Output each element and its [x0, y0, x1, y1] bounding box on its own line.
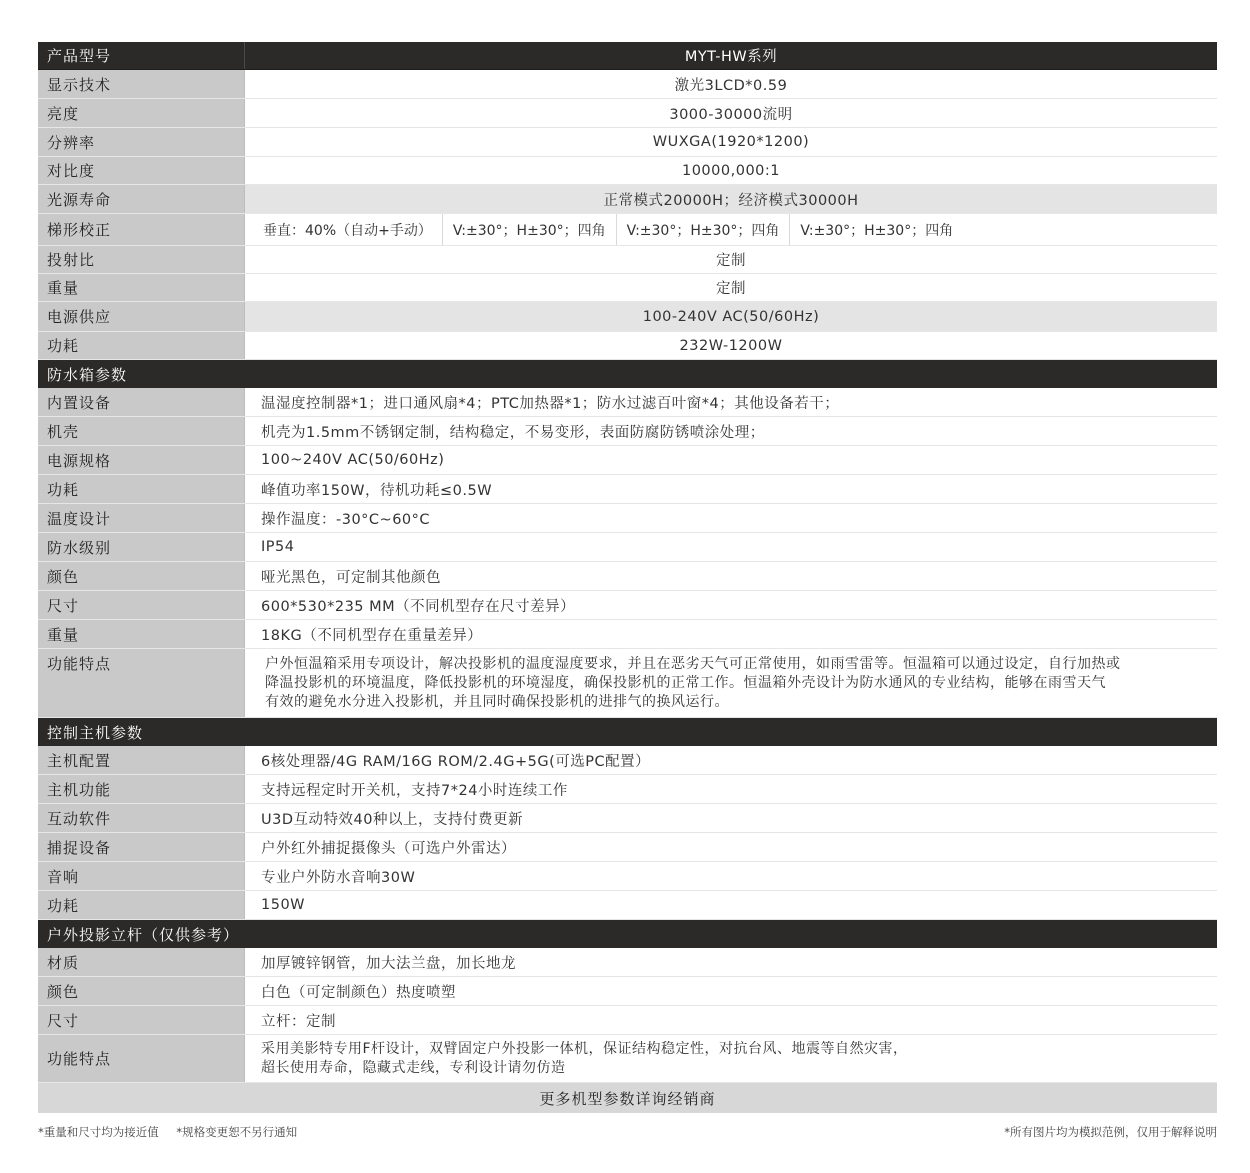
row-label: 投射比: [38, 246, 245, 273]
section-header-pole: 户外投影立杆（仅供参考）: [38, 920, 1217, 948]
footnotes-left: [38, 1124, 311, 1140]
row-value: 激光3LCD*0.59: [674, 77, 788, 94]
row-label: 尺寸: [38, 1006, 245, 1034]
feature-line: 有效的避免水分进入投影机，并且同时确保投影机的进排气的换风运行。: [265, 693, 729, 710]
row-value: 150W: [261, 897, 306, 913]
spec-row: [38, 862, 1217, 891]
row-label: 内置设备: [38, 388, 245, 416]
spec-row: [38, 1006, 1217, 1035]
row-label: 对比度: [38, 157, 245, 184]
row-value: 232W-1200W: [679, 337, 783, 354]
keystone-cell: V:±30°；H±30°；四角: [800, 222, 954, 239]
spec-row: [38, 246, 1217, 274]
keystone-cells: [245, 214, 1217, 245]
row-value: U3D互动特效40种以上，支持付费更新: [261, 811, 523, 828]
feature-text: [245, 649, 1217, 717]
row-label: 电源规格: [38, 446, 245, 474]
note-images: *所有图片均为模拟范例，仅用于解释说明: [1004, 1125, 1217, 1139]
spec-row: [38, 562, 1217, 591]
row-label: 电源供应: [38, 302, 245, 331]
row-label: 显示技术: [38, 70, 245, 98]
row-label: 机壳: [38, 417, 245, 445]
keystone-cell: 垂直：40%（自动+手动）: [253, 214, 443, 245]
row-value: 100-240V AC(50/60Hz): [245, 302, 1217, 331]
spec-row: [38, 70, 1217, 99]
section-header-box: 防水箱参数: [38, 360, 1217, 388]
spec-row: [38, 157, 1217, 185]
note-approximate: *重量和尺寸均为接近值: [38, 1125, 159, 1139]
row-label: 分辨率: [38, 128, 245, 156]
section-header-host: 控制主机参数: [38, 718, 1217, 746]
spec-row: [38, 804, 1217, 833]
row-value: 10000,000:1: [681, 162, 781, 179]
row-label: 功耗: [38, 475, 245, 503]
spec-sheet: [38, 42, 1217, 1113]
keystone-cell: V:±30°；H±30°；四角: [617, 214, 791, 245]
spec-row: [38, 746, 1217, 775]
feature-line: 降温投影机的环境温度，降低投影机的环境湿度，确保投影机的正常工作。恒温箱外壳设计为防水通风的专业结构，能够在雨雪天气: [265, 674, 1106, 691]
row-value: 定制: [716, 253, 746, 269]
row-value: 100~240V AC(50/60Hz): [261, 452, 445, 468]
spec-row: [38, 533, 1217, 562]
spec-row: [38, 591, 1217, 620]
row-value: IP54: [261, 539, 295, 555]
row-label: 温度设计: [38, 504, 245, 532]
feature-text: [245, 1035, 1217, 1082]
spec-row: [38, 891, 1217, 920]
row-value: 支持远程定时开关机，支持7*24小时连续工作: [261, 782, 568, 799]
feature-row: [38, 1035, 1217, 1083]
row-value: 600*530*235 MM（不同机型存在尺寸差异）: [261, 598, 576, 615]
spec-row: [38, 185, 1217, 214]
row-value: 机壳为1.5mm不锈钢定制，结构稳定，不易变形，表面防腐防锈喷涂处理；: [261, 424, 765, 441]
row-label: 颜色: [38, 977, 245, 1005]
row-label: 亮度: [38, 99, 245, 127]
keystone-cell: V:±30°；H±30°；四角: [443, 214, 617, 245]
row-label: 捕捉设备: [38, 833, 245, 861]
row-label: 音响: [38, 862, 245, 890]
row-label: 功能特点: [38, 1035, 245, 1082]
row-value: 正常模式20000H；经济模式30000H: [245, 185, 1217, 213]
row-label: 光源寿命: [38, 185, 245, 213]
row-label: 防水级别: [38, 533, 245, 561]
row-value: 白色（可定制颜色）热度喷塑: [261, 984, 456, 1001]
row-value: 18KG（不同机型存在重量差异）: [261, 627, 483, 644]
footnotes: [38, 1124, 1217, 1140]
feature-line: 采用美影特专用F杆设计，双臂固定户外投影一体机，保证结构稳定性，对抗台风、地震等自然灾害，: [261, 1040, 908, 1057]
row-label: 互动软件: [38, 804, 245, 832]
row-value: 专业户外防水音响30W: [261, 869, 416, 886]
spec-row: [38, 833, 1217, 862]
spec-row: [38, 775, 1217, 804]
spec-row: [38, 417, 1217, 446]
note-spec-change: *规格变更恕不另行通知: [176, 1125, 298, 1139]
row-label: 功耗: [38, 332, 245, 359]
row-label: 颜色: [38, 562, 245, 590]
feature-line: 户外恒温箱采用专项设计，解决投影机的温度湿度要求，并且在恶劣天气可正常使用，如雨雪雷等。恒温箱可以通过设定，自行加热或: [265, 655, 1121, 672]
spec-row: [38, 274, 1217, 302]
row-label: 功能特点: [38, 649, 245, 717]
spec-row: [38, 504, 1217, 533]
row-label: 主机功能: [38, 775, 245, 803]
row-value: 温湿度控制器*1；进口通风扇*4；PTC加热器*1；防水过滤百叶窗*4；其他设备若干；: [261, 395, 840, 412]
spec-row: [38, 332, 1217, 360]
row-label: 梯形校正: [38, 214, 245, 245]
feature-line: 超长使用寿命，隐藏式走线，专利设计请勿仿造: [261, 1059, 566, 1076]
spec-row: [38, 388, 1217, 417]
spec-row: [38, 99, 1217, 128]
row-value: 3000-30000流明: [669, 106, 793, 123]
row-value: MYT-HW系列: [684, 49, 778, 65]
row-value: 哑光黑色，可定制其他颜色: [261, 569, 441, 586]
row-value: 加厚镀锌钢管，加大法兰盘，加长地龙: [261, 955, 516, 972]
spec-row: [38, 475, 1217, 504]
spec-row: [38, 302, 1217, 332]
spec-row: [38, 128, 1217, 157]
row-label: 重量: [38, 620, 245, 648]
model-row: [38, 42, 1217, 70]
row-value: 6核处理器/4G RAM/16G ROM/2.4G+5G(可选PC配置）: [261, 753, 651, 770]
spec-row: [38, 446, 1217, 475]
row-label: 重量: [38, 274, 245, 301]
row-value: WUXGA(1920*1200): [652, 134, 810, 150]
dealer-inquiry-bar: 更多机型参数详询经销商: [38, 1083, 1217, 1113]
row-value: 操作温度：-30°C~60°C: [261, 511, 431, 528]
row-label: 材质: [38, 948, 245, 976]
feature-row: [38, 649, 1217, 718]
spec-row: [38, 977, 1217, 1006]
row-value: 峰值功率150W，待机功耗≤0.5W: [261, 482, 493, 499]
row-label: 尺寸: [38, 591, 245, 619]
keystone-row: [38, 214, 1217, 246]
spec-row: [38, 620, 1217, 649]
spec-row: [38, 948, 1217, 977]
row-value: 定制: [716, 281, 746, 297]
row-value: 立杆：定制: [261, 1013, 336, 1030]
row-label: 功耗: [38, 891, 245, 919]
row-label: 主机配置: [38, 746, 245, 774]
row-value: 户外红外捕捉摄像头（可选户外雷达）: [261, 840, 516, 857]
row-label: 产品型号: [38, 42, 245, 69]
